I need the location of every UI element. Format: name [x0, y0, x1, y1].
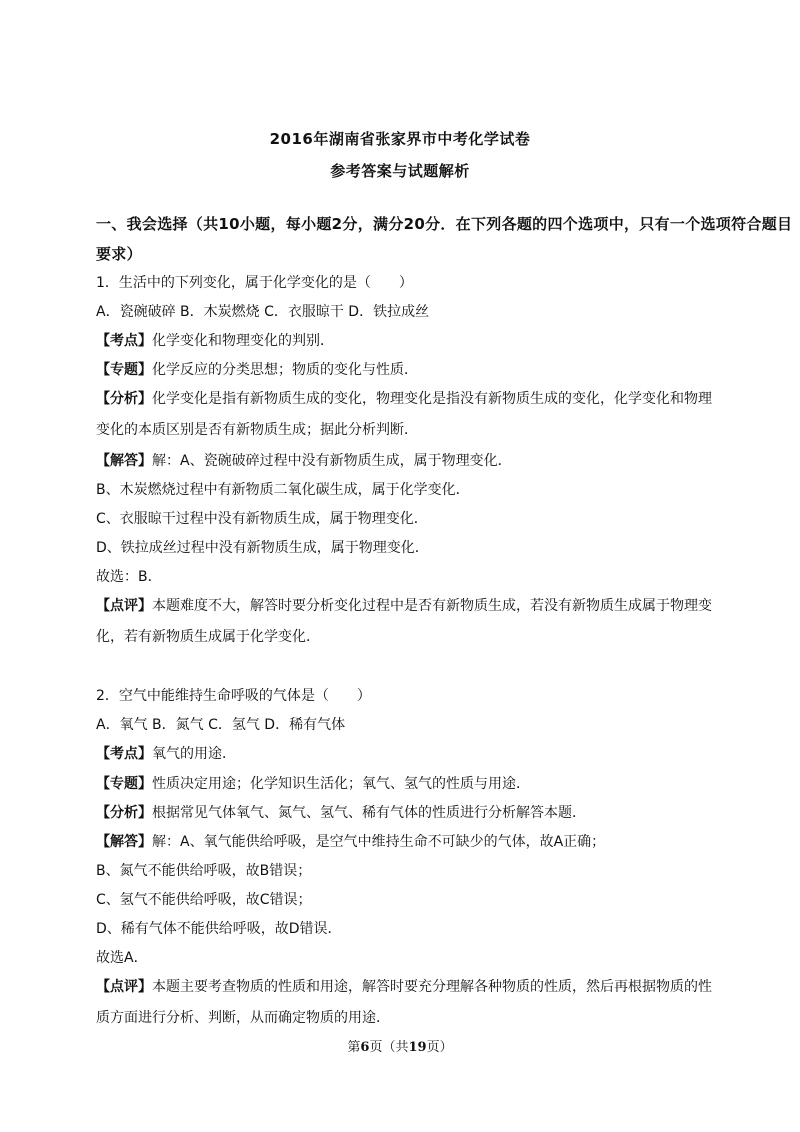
question-1-fenxi-cont: 变化的本质区别是否有新物质生成；据此分析判断． — [96, 422, 418, 438]
question-2-dianping — [96, 977, 712, 997]
question-1-jieda-c: C、衣服晾干过程中没有新物质生成，属于物理变化． — [96, 511, 428, 527]
question-2-jieda-d: D、稀有气体不能供给呼吸，故D错误． — [96, 921, 342, 937]
zhuanti-tag: 【专题】 — [96, 362, 152, 378]
question-1-jieda — [96, 451, 708, 471]
footer-middle: 页（共 — [369, 1040, 409, 1055]
footer-suffix: 页） — [426, 1040, 453, 1055]
question-2-kaodian — [96, 744, 708, 764]
question-1-jieda-d: D、铁拉成丝过程中没有新物质生成，属于物理变化． — [96, 540, 429, 556]
question-2-jieda-c: C、氢气不能供给呼吸，故C错误； — [96, 892, 312, 908]
fenxi-tag: 【分析】 — [96, 391, 152, 407]
question-2-jieda-b: B、氮气不能供给呼吸，故B错误； — [96, 863, 312, 879]
footer-prefix: 第 — [347, 1040, 361, 1055]
fenxi-tag: 【分析】 — [96, 805, 152, 821]
question-2-zhuanti — [96, 774, 708, 794]
page-footer — [0, 1036, 800, 1055]
question-1-answer: 故选：B． — [96, 569, 162, 585]
page-total: 19 — [408, 1040, 427, 1055]
kaodian-text: 化学变化和物理变化的判别． — [152, 333, 334, 349]
document-subtitle: 参考答案与试题解析 — [330, 162, 470, 180]
zhuanti-text: 性质决定用途；化学知识生活化；氧气、氢气的性质与用途． — [152, 776, 530, 792]
jieda-tag: 【解答】 — [96, 834, 152, 850]
kaodian-tag: 【考点】 — [96, 333, 152, 349]
section-heading: 一、我会选择（共10小题，每小题2分，满分20分．在下列各题的四个选项中，只有一个选项符合题目 — [96, 215, 793, 233]
question-1-options: A．瓷碗破碎 B．木炭燃烧 C．衣服晾干 D．铁拉成丝 — [96, 304, 430, 320]
section-heading-cont: 要求） — [96, 245, 142, 263]
zhuanti-text: 化学反应的分类思想；物质的变化与性质． — [152, 362, 418, 378]
fenxi-text: 根据常见气体氧气、氮气、氢气、稀有气体的性质进行分析解答本题． — [152, 805, 586, 821]
question-1-kaodian — [96, 331, 708, 351]
jieda-text: 解：A、瓷碗破碎过程中没有新物质生成，属于物理变化． — [152, 453, 512, 469]
question-2-stem: 2．空气中能维持生命呼吸的气体是（ ） — [96, 688, 371, 704]
jieda-text: 解：A、氧气能供给呼吸，是空气中维持生命不可缺少的气体，故A正确； — [152, 834, 606, 850]
question-2-answer: 故选A． — [96, 950, 148, 966]
question-2-options: A．氧气 B．氮气 C．氢气 D．稀有气体 — [96, 717, 346, 733]
dianping-text: 本题主要考查物质的性质和用途，解答时要充分理解各种物质的性质，然后再根据物质的性 — [152, 979, 712, 995]
question-1-zhuanti — [96, 360, 708, 380]
question-1-jieda-b: B、木炭燃烧过程中有新物质二氧化碳生成，属于化学变化． — [96, 482, 470, 498]
jieda-tag: 【解答】 — [96, 453, 152, 469]
zhuanti-tag: 【专题】 — [96, 776, 152, 792]
kaodian-tag: 【考点】 — [96, 746, 152, 762]
dianping-tag: 【点评】 — [96, 979, 152, 995]
page-number: 6 — [360, 1040, 370, 1055]
dianping-tag: 【点评】 — [96, 598, 152, 614]
question-1-stem: 1．生活中的下列变化，属于化学变化的是（ ） — [96, 275, 413, 291]
fenxi-text: 化学变化是指有新物质生成的变化，物理变化是指没有新物质生成的变化，化学变化和物理 — [152, 391, 712, 407]
question-1-fenxi — [96, 389, 712, 409]
question-2-fenxi — [96, 803, 708, 823]
question-1-dianping — [96, 596, 712, 616]
document-title: 2016年湖南省张家界市中考化学试卷 — [269, 130, 531, 148]
kaodian-text: 氧气的用途． — [152, 746, 236, 762]
question-2-jieda — [96, 832, 708, 852]
dianping-text: 本题难度不大，解答时要分析变化过程中是否有新物质生成，若没有新物质生成属于物理变 — [152, 598, 712, 614]
question-1-dianping-cont: 化，若有新物质生成属于化学变化． — [96, 629, 320, 645]
question-2-dianping-cont: 质方面进行分析、判断，从而确定物质的用途． — [96, 1010, 390, 1026]
